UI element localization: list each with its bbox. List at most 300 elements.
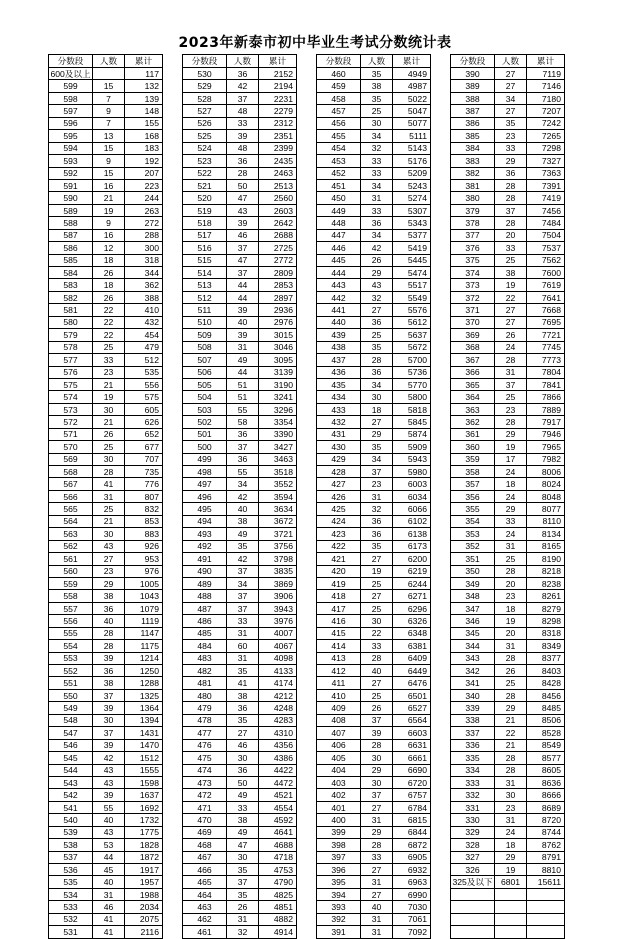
table-row <box>183 627 297 639</box>
score-table-3 <box>316 54 431 939</box>
count-cell: 25 <box>361 105 393 117</box>
count-cell: 29 <box>495 428 527 440</box>
table-row <box>183 105 297 117</box>
table-row <box>49 391 163 403</box>
cumulative-cell: 1637 <box>125 789 163 801</box>
cumulative-cell: 3943 <box>259 602 297 614</box>
table-row <box>183 864 297 876</box>
cumulative-cell: 7092 <box>393 926 431 938</box>
count-cell: 30 <box>93 528 125 540</box>
table-row <box>49 677 163 689</box>
count-cell: 26 <box>93 291 125 303</box>
count-cell: 21 <box>93 416 125 428</box>
table-row <box>451 167 565 179</box>
count-cell: 37 <box>227 267 259 279</box>
score-cell: 566 <box>49 490 93 502</box>
count-cell: 30 <box>361 117 393 129</box>
cumulative-cell: 7419 <box>527 192 565 204</box>
score-cell: 438 <box>317 341 361 353</box>
count-cell: 28 <box>361 839 393 851</box>
score-cell: 449 <box>317 204 361 216</box>
score-cell: 406 <box>317 739 361 751</box>
table-row <box>451 403 565 415</box>
score-cell: 409 <box>317 702 361 714</box>
table-row <box>451 540 565 552</box>
count-cell: 39 <box>93 789 125 801</box>
count-cell: 27 <box>361 416 393 428</box>
table-row <box>317 727 431 739</box>
cumulative-cell: 155 <box>125 117 163 129</box>
count-cell: 30 <box>227 851 259 863</box>
count-cell: 31 <box>93 888 125 900</box>
count-cell: 38 <box>93 590 125 602</box>
header-cell: 分数段 <box>183 55 227 68</box>
count-cell: 31 <box>93 490 125 502</box>
score-cell: 550 <box>49 689 93 701</box>
header-cell: 累计 <box>259 55 297 68</box>
score-cell: 539 <box>49 826 93 838</box>
table-row <box>49 814 163 826</box>
cumulative-cell: 5243 <box>393 179 431 191</box>
count-cell: 18 <box>495 478 527 490</box>
count-cell: 40 <box>361 901 393 913</box>
cumulative-cell: 6034 <box>393 490 431 502</box>
cumulative-cell: 853 <box>125 515 163 527</box>
score-cell: 481 <box>183 677 227 689</box>
table-row <box>49 540 163 552</box>
cumulative-cell: 3976 <box>259 615 297 627</box>
table-row <box>183 801 297 813</box>
cumulative-cell: 6564 <box>393 714 431 726</box>
score-cell: 459 <box>317 80 361 92</box>
cumulative-cell: 4592 <box>259 814 297 826</box>
count-cell: 27 <box>361 864 393 876</box>
cumulative-cell: 8428 <box>527 677 565 689</box>
score-cell: 568 <box>49 466 93 478</box>
score-cell: 440 <box>317 316 361 328</box>
count-cell: 29 <box>495 155 527 167</box>
count-cell: 50 <box>227 776 259 788</box>
cumulative-cell: 318 <box>125 254 163 266</box>
count-cell: 36 <box>361 528 393 540</box>
count-cell: 35 <box>227 888 259 900</box>
count-cell: 21 <box>495 739 527 751</box>
cumulative-cell: 6348 <box>393 627 431 639</box>
cumulative-cell: 8666 <box>527 789 565 801</box>
table-row <box>183 92 297 104</box>
count-cell: 24 <box>495 490 527 502</box>
count-cell: 13 <box>93 130 125 142</box>
score-cell: 435 <box>317 378 361 390</box>
count-cell: 37 <box>227 590 259 602</box>
count-cell: 42 <box>227 553 259 565</box>
score-cell: 439 <box>317 329 361 341</box>
cumulative-cell: 7061 <box>393 913 431 925</box>
cumulative-cell: 5800 <box>393 391 431 403</box>
cumulative-cell: 3798 <box>259 553 297 565</box>
count-cell: 23 <box>93 565 125 577</box>
table-row <box>183 789 297 801</box>
count-cell: 49 <box>227 826 259 838</box>
score-cell: 398 <box>317 839 361 851</box>
table-row <box>317 466 431 478</box>
cumulative-cell: 7641 <box>527 291 565 303</box>
count-cell: 24 <box>495 826 527 838</box>
cumulative-cell: 7668 <box>527 304 565 316</box>
cumulative-cell: 5700 <box>393 354 431 366</box>
score-cell: 552 <box>49 665 93 677</box>
score-cell: 366 <box>451 366 495 378</box>
score-cell: 447 <box>317 229 361 241</box>
cumulative-cell: 223 <box>125 179 163 191</box>
score-cell: 532 <box>49 913 93 925</box>
table-row <box>451 739 565 751</box>
cumulative-cell: 7180 <box>527 92 565 104</box>
table-row <box>49 553 163 565</box>
score-cell: 330 <box>451 814 495 826</box>
score-cell: 562 <box>49 540 93 552</box>
cumulative-cell: 3015 <box>259 329 297 341</box>
score-cell: 577 <box>49 354 93 366</box>
count-cell: 42 <box>361 242 393 254</box>
count-cell: 44 <box>227 291 259 303</box>
table-row <box>451 627 565 639</box>
cumulative-cell: 3046 <box>259 341 297 353</box>
count-cell: 22 <box>93 316 125 328</box>
cumulative-cell: 3427 <box>259 441 297 453</box>
table-row <box>451 441 565 453</box>
table-row <box>451 80 565 92</box>
score-cell: 355 <box>451 503 495 515</box>
table-row <box>49 627 163 639</box>
score-cell: 345 <box>451 627 495 639</box>
cumulative-cell: 7866 <box>527 391 565 403</box>
table-row <box>317 192 431 204</box>
cumulative-cell: 8549 <box>527 739 565 751</box>
cumulative-cell: 8485 <box>527 702 565 714</box>
count-cell: 34 <box>361 378 393 390</box>
score-cell: 494 <box>183 515 227 527</box>
score-cell: 492 <box>183 540 227 552</box>
count-cell: 19 <box>495 864 527 876</box>
score-cell: 544 <box>49 764 93 776</box>
count-cell: 33 <box>495 515 527 527</box>
table-row <box>317 403 431 415</box>
table-row <box>317 416 431 428</box>
page-title: 2023年新泰市初中毕业生考试分数统计表 <box>178 35 452 51</box>
table-row <box>451 291 565 303</box>
table-row <box>317 540 431 552</box>
count-cell: 21 <box>93 192 125 204</box>
count-cell: 36 <box>495 167 527 179</box>
cumulative-cell: 8298 <box>527 615 565 627</box>
score-cell: 414 <box>317 640 361 652</box>
count-cell: 41 <box>93 913 125 925</box>
cumulative-cell: 6661 <box>393 752 431 764</box>
count-cell: 24 <box>495 341 527 353</box>
count-cell: 27 <box>361 553 393 565</box>
score-cell: 519 <box>183 204 227 216</box>
cumulative-cell: 677 <box>125 441 163 453</box>
table-row <box>49 789 163 801</box>
score-cell: 395 <box>317 876 361 888</box>
score-cell: 458 <box>317 92 361 104</box>
score-cell: 453 <box>317 155 361 167</box>
table-row <box>317 826 431 838</box>
table-row <box>451 839 565 851</box>
count-cell: 35 <box>227 864 259 876</box>
count-cell: 36 <box>227 702 259 714</box>
score-cell: 515 <box>183 254 227 266</box>
cumulative-cell: 4882 <box>259 913 297 925</box>
count-cell: 31 <box>227 652 259 664</box>
table-row <box>317 391 431 403</box>
table-row <box>183 229 297 241</box>
score-table-1 <box>48 54 163 939</box>
cumulative-cell: 7619 <box>527 279 565 291</box>
table-row <box>451 130 565 142</box>
score-cell: 563 <box>49 528 93 540</box>
score-cell: 463 <box>183 901 227 913</box>
count-cell <box>93 68 125 80</box>
cumulative-cell: 168 <box>125 130 163 142</box>
table-row <box>317 279 431 291</box>
count-cell: 44 <box>93 851 125 863</box>
table-row <box>317 453 431 465</box>
table-row <box>451 752 565 764</box>
header-cell: 人数 <box>495 55 527 68</box>
count-cell: 30 <box>361 752 393 764</box>
score-cell: 422 <box>317 540 361 552</box>
count-cell: 33 <box>227 801 259 813</box>
count-cell: 27 <box>361 304 393 316</box>
count-cell: 22 <box>93 329 125 341</box>
count-cell: 34 <box>227 577 259 589</box>
table-row <box>183 590 297 602</box>
count-cell: 31 <box>361 913 393 925</box>
cumulative-cell: 2897 <box>259 291 297 303</box>
table-row <box>49 403 163 415</box>
table-row <box>317 341 431 353</box>
count-cell: 36 <box>361 515 393 527</box>
count-cell: 34 <box>361 229 393 241</box>
cumulative-cell: 3634 <box>259 503 297 515</box>
score-cell: 448 <box>317 217 361 229</box>
cumulative-cell: 6244 <box>393 577 431 589</box>
count-cell: 44 <box>227 366 259 378</box>
table-row <box>317 913 431 925</box>
count-cell: 16 <box>93 179 125 191</box>
score-cell: 571 <box>49 428 93 440</box>
count-cell: 31 <box>361 926 393 938</box>
score-cell: 537 <box>49 851 93 863</box>
cumulative-cell: 8318 <box>527 627 565 639</box>
cumulative-cell: 4248 <box>259 702 297 714</box>
cumulative-cell: 1828 <box>125 839 163 851</box>
score-cell: 478 <box>183 714 227 726</box>
cumulative-cell: 6102 <box>393 515 431 527</box>
count-cell: 37 <box>227 441 259 453</box>
table-row <box>183 615 297 627</box>
table-row <box>451 714 565 726</box>
cumulative-cell: 454 <box>125 329 163 341</box>
score-cell: 339 <box>451 702 495 714</box>
cumulative-cell: 2936 <box>259 304 297 316</box>
table-row <box>183 117 297 129</box>
count-cell: 37 <box>227 242 259 254</box>
cumulative-cell: 8605 <box>527 764 565 776</box>
header-cell: 人数 <box>361 55 393 68</box>
cumulative-cell: 2642 <box>259 217 297 229</box>
table-row <box>49 378 163 390</box>
count-cell: 25 <box>361 577 393 589</box>
score-cell: 363 <box>451 403 495 415</box>
count-cell: 26 <box>361 702 393 714</box>
cumulative-cell: 2463 <box>259 167 297 179</box>
table-row <box>183 776 297 788</box>
table-row <box>451 92 565 104</box>
count-cell: 43 <box>93 776 125 788</box>
table-row <box>451 354 565 366</box>
table-row <box>183 254 297 266</box>
table-row <box>183 677 297 689</box>
table-row <box>317 229 431 241</box>
score-cell: 559 <box>49 577 93 589</box>
cumulative-cell: 7242 <box>527 117 565 129</box>
table-row <box>451 702 565 714</box>
score-cell: 497 <box>183 478 227 490</box>
table-row <box>183 640 297 652</box>
cumulative-cell: 6603 <box>393 727 431 739</box>
table-row <box>49 366 163 378</box>
score-cell: 368 <box>451 341 495 353</box>
table-row <box>183 403 297 415</box>
count-cell: 23 <box>495 130 527 142</box>
table-row <box>317 776 431 788</box>
count-cell: 31 <box>495 640 527 652</box>
table-row <box>451 416 565 428</box>
count-cell: 18 <box>495 602 527 614</box>
cumulative-cell: 7562 <box>527 254 565 266</box>
header-cell: 分数段 <box>317 55 361 68</box>
cumulative-cell: 7146 <box>527 80 565 92</box>
score-cell: 592 <box>49 167 93 179</box>
score-cell: 576 <box>49 366 93 378</box>
cumulative-cell: 953 <box>125 553 163 565</box>
table-row <box>317 242 431 254</box>
table-row <box>451 267 565 279</box>
score-cell: 528 <box>183 92 227 104</box>
score-cell: 518 <box>183 217 227 229</box>
table-row <box>183 913 297 925</box>
table-row <box>451 801 565 813</box>
count-cell: 46 <box>93 901 125 913</box>
table-row <box>451 478 565 490</box>
score-cell: 343 <box>451 652 495 664</box>
score-cell: 466 <box>183 864 227 876</box>
count-cell: 53 <box>93 839 125 851</box>
cumulative-cell: 5176 <box>393 155 431 167</box>
score-cell: 503 <box>183 403 227 415</box>
cumulative-cell: 1005 <box>125 577 163 589</box>
table-row <box>49 441 163 453</box>
cumulative-cell: 5517 <box>393 279 431 291</box>
cumulative-cell: 8279 <box>527 602 565 614</box>
score-cell: 473 <box>183 776 227 788</box>
table-row <box>183 80 297 92</box>
score-cell: 411 <box>317 677 361 689</box>
score-cell: 514 <box>183 267 227 279</box>
count-cell: 27 <box>495 316 527 328</box>
table-row <box>317 590 431 602</box>
table-row <box>49 864 163 876</box>
table-row <box>49 242 163 254</box>
table-row <box>317 739 431 751</box>
count-cell: 22 <box>495 727 527 739</box>
cumulative-cell: 6219 <box>393 565 431 577</box>
score-cell: 433 <box>317 403 361 415</box>
score-cell: 540 <box>49 814 93 826</box>
count-cell: 46 <box>227 229 259 241</box>
count-cell: 32 <box>227 926 259 938</box>
score-cell: 591 <box>49 179 93 191</box>
count-cell: 27 <box>495 105 527 117</box>
table-row <box>183 466 297 478</box>
table-row <box>317 752 431 764</box>
cumulative-cell: 2194 <box>259 80 297 92</box>
count-cell: 25 <box>495 677 527 689</box>
cumulative-cell: 2279 <box>259 105 297 117</box>
count-cell: 40 <box>227 503 259 515</box>
count-cell: 28 <box>495 565 527 577</box>
cumulative-cell: 5845 <box>393 416 431 428</box>
table-row <box>317 714 431 726</box>
score-cell: 381 <box>451 179 495 191</box>
table-row <box>451 428 565 440</box>
cumulative-cell: 8636 <box>527 776 565 788</box>
table-row <box>49 304 163 316</box>
cumulative-cell: 3241 <box>259 391 297 403</box>
cumulative-cell: 3756 <box>259 540 297 552</box>
score-cell: 341 <box>451 677 495 689</box>
cumulative-cell: 3906 <box>259 590 297 602</box>
cumulative-cell: 2116 <box>125 926 163 938</box>
score-cell: 509 <box>183 329 227 341</box>
score-cell: 426 <box>317 490 361 502</box>
count-cell: 47 <box>227 254 259 266</box>
cumulative-cell: 4825 <box>259 888 297 900</box>
count-cell: 43 <box>227 204 259 216</box>
table-row <box>49 341 163 353</box>
cumulative-cell: 5377 <box>393 229 431 241</box>
score-cell: 454 <box>317 142 361 154</box>
table-header-row <box>49 55 163 68</box>
table-row <box>183 503 297 515</box>
table-row <box>183 441 297 453</box>
score-cell: 358 <box>451 466 495 478</box>
count-cell: 27 <box>361 888 393 900</box>
score-cell: 547 <box>49 727 93 739</box>
table-row <box>183 142 297 154</box>
score-cell: 335 <box>451 752 495 764</box>
score-cell: 534 <box>49 888 93 900</box>
cumulative-cell: 8506 <box>527 714 565 726</box>
cumulative-cell: 2312 <box>259 117 297 129</box>
count-cell: 30 <box>93 714 125 726</box>
count-cell: 25 <box>361 602 393 614</box>
count-cell: 49 <box>227 789 259 801</box>
count-cell: 33 <box>361 204 393 216</box>
